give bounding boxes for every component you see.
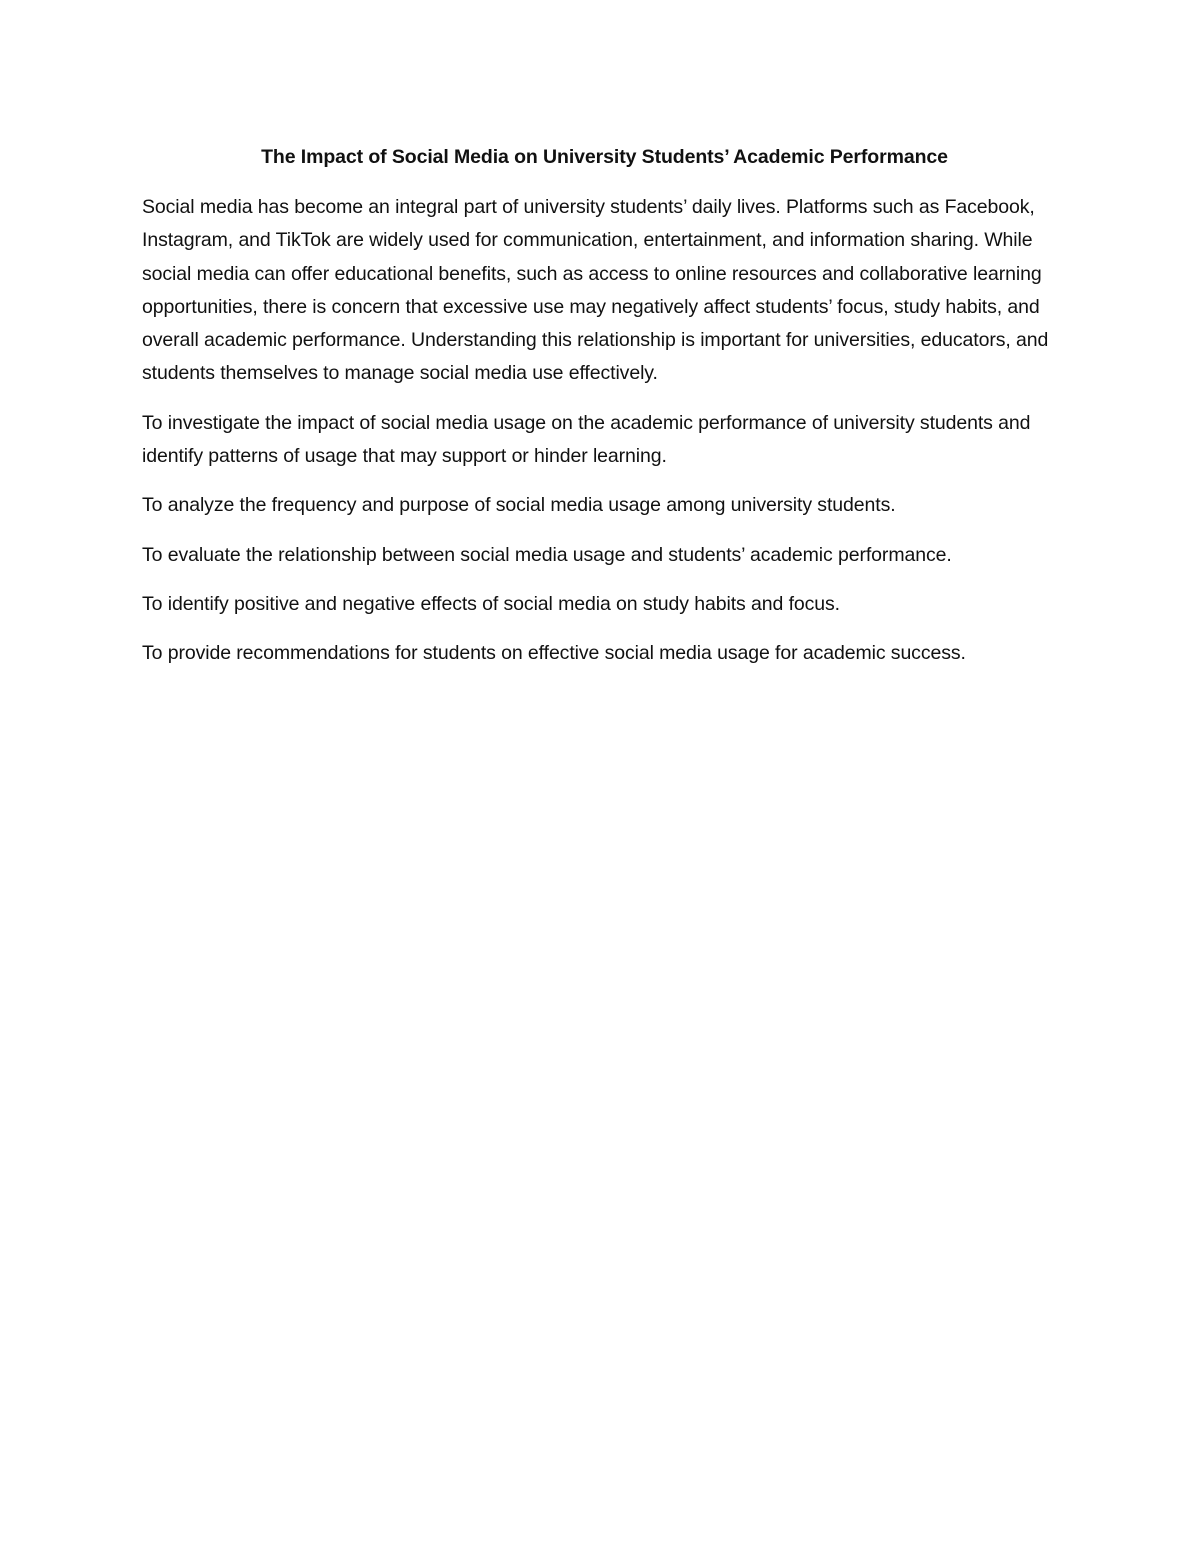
intro-paragraph: Social media has become an integral part of university students’ daily lives. Platforms such as Facebook, Instagram, and TikTok are widely used for communication, entertainment, and information sharing. While social media can offer educational benefits, such as access to online resources and collaborative learning opportunities, there is concern that excessive use may negatively affect students’ focus, study habits, and overall academic performance. Understanding this relationship is important for universities, educators, and students themselves to manage social media use effectively. [142,196,1049,385]
document-title: The Impact of Social Media on University Students’ Academic Performance [261,146,948,168]
objective-paragraph-1: To analyze the frequency and purpose of social media usage among university students. [142,494,896,517]
aim-paragraph: To investigate the impact of social media usage on the academic performance of university students and identify patterns of usage that may support or hinder learning. [142,411,1031,468]
document-body [142,143,1067,687]
objective-paragraph-2: To evaluate the relationship between social media usage and students’ academic performance. [142,543,952,566]
objective-paragraph-3: To identify positive and negative effects of social media on study habits and focus. [142,592,840,615]
objective-paragraph-4: To provide recommendations for students on effective social media usage for academic success. [142,642,966,665]
